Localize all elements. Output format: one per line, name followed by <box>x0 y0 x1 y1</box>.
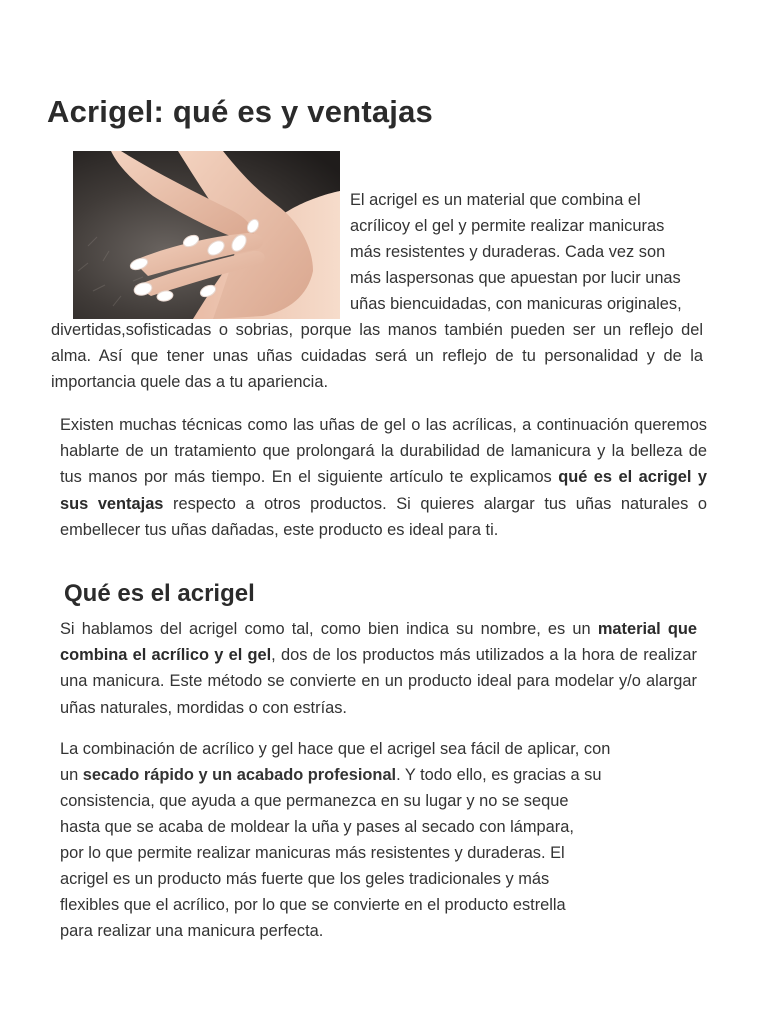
hands-manicure-image <box>73 151 340 319</box>
paragraph-combination-line: consistencia, que ayuda a que permanezca en su lugar y no se seque <box>60 792 569 810</box>
section-title: Qué es el acrigel <box>64 580 255 607</box>
paragraph-combination-line: La combinación de acrílico y gel hace que el acrigel sea fácil de aplicar, con <box>60 740 611 758</box>
paragraph-techniques: Existen muchas técnicas como las uñas de gel o las acrílicas, a continuación queremos hablarte de un tratamiento que prolongará la durabilidad de lamanicura y la belleza de tus manos por más tiempo. En el siguiente artículo te explicamos qué es el acrigel y sus ventajas respecto a otros productos. Si quieres alargar tus uñas naturales o embellecer tus uñas dañadas, este producto es ideal para ti. <box>60 416 707 539</box>
paragraph-combination-line: acrigel es un producto más fuerte que los geles tradicionales y más <box>60 870 550 888</box>
intro-line: El acrigel es un material que combina el <box>350 191 641 209</box>
paragraph-combination-line: flexibles que el acrílico, por lo que se convierte en el producto estrella <box>60 896 566 914</box>
highlight-secado: secado rápido y un acabado profesional <box>82 766 397 784</box>
paragraph-definition: Si hablamos del acrigel como tal, como bien indica su nombre, es un material que combina el acrílico y el gel, dos de los productos más utilizados a la hora de realizar una manicura. Este método se convierte en un producto ideal para modelar y/o alargar uñas naturales, mordidas o con estrías. <box>60 620 698 717</box>
paragraph-combination-line: para realizar una manicura perfecta. <box>60 922 324 940</box>
paragraph-combination-line: un secado rápido y un acabado profesional. Y todo ello, es gracias a su <box>60 766 602 784</box>
paragraph-combination-line: por lo que permite realizar manicuras más resistentes y duraderas. El <box>60 844 565 862</box>
page-title: Acrigel: qué es y ventajas <box>47 94 433 129</box>
intro-line: más resistentes y duraderas. Cada vez son <box>350 243 666 261</box>
intro-paragraph-continued: divertidas,sofisticadas o sobrias, porque las manos también pueden ser un reflejo del alma. Así que tener unas uñas cuidadas será un reflejo de tu personalidad y de la importancia quele das a tu apariencia. <box>51 321 703 392</box>
intro-line: más laspersonas que apuestan por lucir unas <box>350 269 681 287</box>
intro-line: uñas biencuidadas, con manicuras originales, <box>350 295 682 313</box>
highlight-que-es-acrigel: qué es el acrigel y sus ventajas <box>60 468 707 513</box>
paragraph-combination-line: hasta que se acaba de moldear la uña y pases al secado con lámpara, <box>60 818 574 836</box>
intro-line: acrílicoy el gel y permite realizar manicuras <box>350 217 665 235</box>
highlight-material: material que combina el acrílico y el gel <box>60 620 698 665</box>
